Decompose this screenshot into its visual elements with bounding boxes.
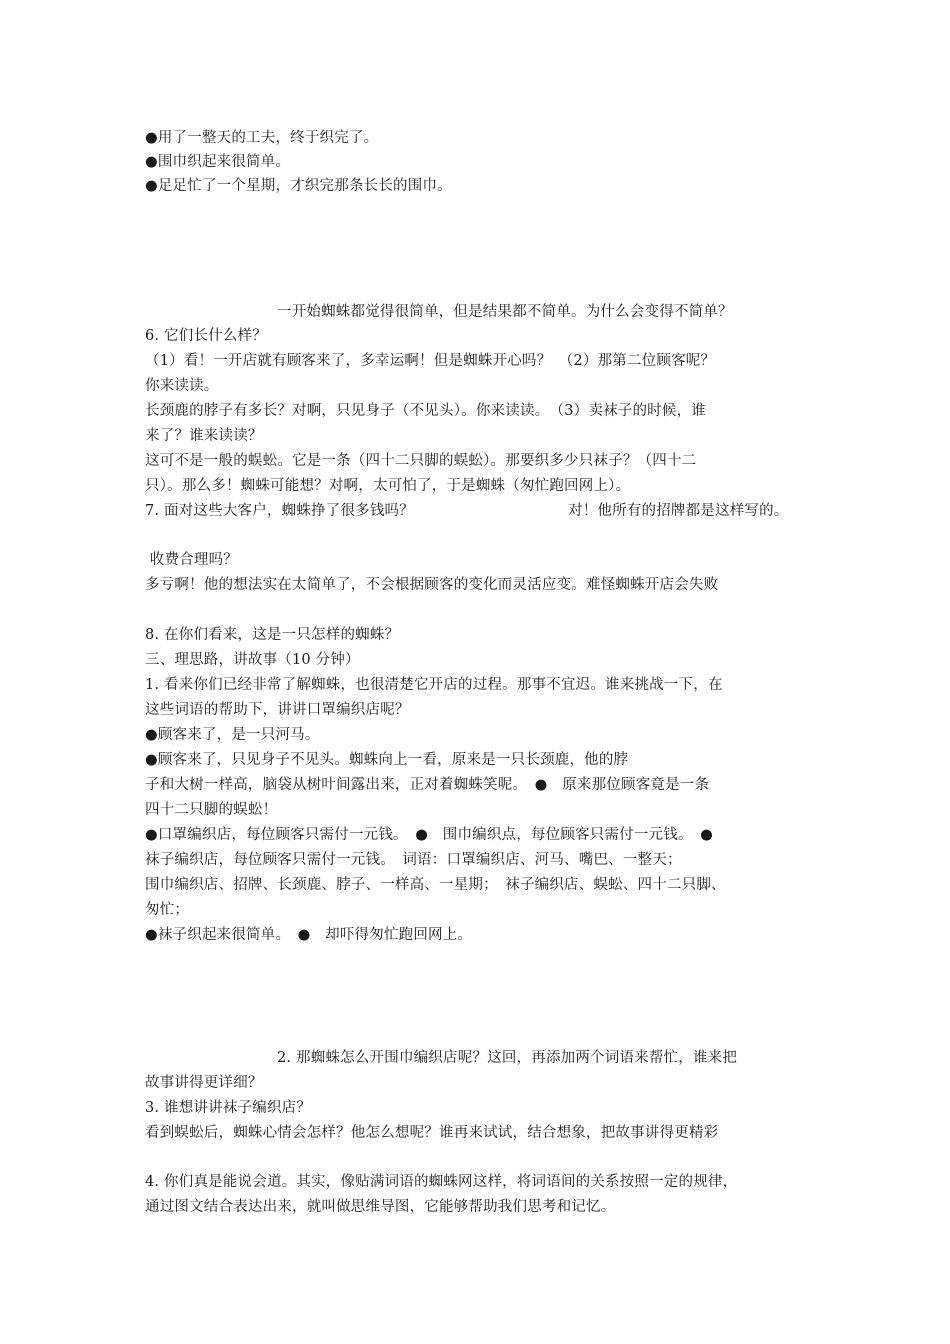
text-line: ●用了一整天的工夫，终于织完了。	[145, 130, 379, 146]
text-line: 袜子编织店，每位顾客只需付一元钱。 词语：口罩编织店、河马、嘴巴、一整天；	[145, 852, 682, 868]
text-line: 看到蜈蚣后，蜘蛛心情会怎样？他怎么想呢？谁再来试试，结合想象，把故事讲得更精彩	[145, 1125, 719, 1141]
text-line: ●顾客来了，只见身子不见头。蜘蛛向上一看，原来是一只长颈鹿，他的脖	[145, 752, 629, 768]
text-line: 8. 在你们看来，这是一只怎样的蜘蛛？	[145, 627, 400, 643]
text-line: 2. 那蜘蛛怎么开围巾编织店呢？这回，再添加两个词语来帮忙，谁来把	[277, 1050, 738, 1066]
text-line: 四十二只脚的蜈蚣！	[145, 802, 278, 818]
text-line: ●顾客来了，是一只河马。	[145, 727, 320, 743]
text-line: ●足足忙了一个星期，才织完那条长长的围巾。	[145, 178, 452, 194]
text-line: 3. 谁想讲讲袜子编织店？	[145, 1100, 312, 1116]
text-line: 故事讲得更详细？	[145, 1075, 263, 1091]
text-line: 匆忙；	[145, 902, 190, 918]
text-line: 收费合理吗？	[145, 552, 239, 568]
text-line: 通过图文结合表达出来，就叫做思维导图，它能够帮助我们思考和记忆。	[145, 1199, 616, 1215]
text-line: ●围巾织起来很简单。	[145, 154, 291, 170]
text-line: 这些词语的帮助下，讲讲口罩编织店呢？	[145, 702, 410, 718]
text-line: （1）看！一开店就有顾客来了，多幸运啊！但是蜘蛛开心吗？ （2）那第二位顾客呢？	[145, 353, 716, 369]
text-line: 子和大树一样高，脑袋从树叶间露出来，正对着蜘蛛笑呢。 ● 原来那位顾客竟是一条	[145, 777, 710, 793]
text-line: 1. 看来你们已经非常了解蜘蛛，也很清楚它开店的过程。那事不宜迟。谁来挑战一下，在	[145, 677, 723, 693]
text-line: 三、理思路，讲故事（10 分钟）	[145, 652, 360, 668]
text-line: 只）。那么多！蜘蛛可能想？对啊，太可怕了，于是蜘蛛（匆忙跑回网上）。	[145, 478, 631, 494]
text-line: 对！他所有的招牌都是这样写的。	[568, 503, 789, 519]
text-line: ●袜子织起来很简单。 ● 却吓得匆忙跑回网上。	[145, 927, 473, 943]
text-line: ●口罩编织店，每位顾客只需付一元钱。 ● 围巾编织点，每位顾客只需付一元钱。 ●	[145, 827, 713, 843]
text-line: 长颈鹿的脖子有多长？对啊，只见身子（不见头）。你来读读。 （3）卖袜子的时候，谁	[145, 403, 706, 419]
text-line: 围巾编织店、招牌、长颈鹿、脖子、一样高、一星期； 袜子编织店、蜈蚣、四十二只脚、	[145, 877, 726, 893]
text-line: 多亏啊！他的想法实在太简单了，不会根据顾客的变化而灵活应变。难怪蜘蛛开店会失败	[145, 577, 719, 593]
text-line: 这可不是一般的蜈蚣。它是一条（四十二只脚的蜈蚣）。那要织多少只袜子？（四十二	[145, 453, 697, 469]
text-line: 一开始蜘蛛都觉得很简单，但是结果都不简单。为什么会变得不简单？	[277, 304, 733, 320]
text-line: 你来读读。	[145, 378, 219, 394]
text-line: 7. 面对这些大客户，蜘蛛挣了很多钱吗？	[145, 503, 414, 519]
text-line: 来了？谁来读读？	[145, 428, 263, 444]
text-line: 6. 它们长什么样？	[145, 328, 267, 344]
text-line: 4. 你们真是能说会道。其实，像贴满词语的蜘蛛网这样，将词语间的关系按照一定的规律，	[145, 1174, 738, 1190]
